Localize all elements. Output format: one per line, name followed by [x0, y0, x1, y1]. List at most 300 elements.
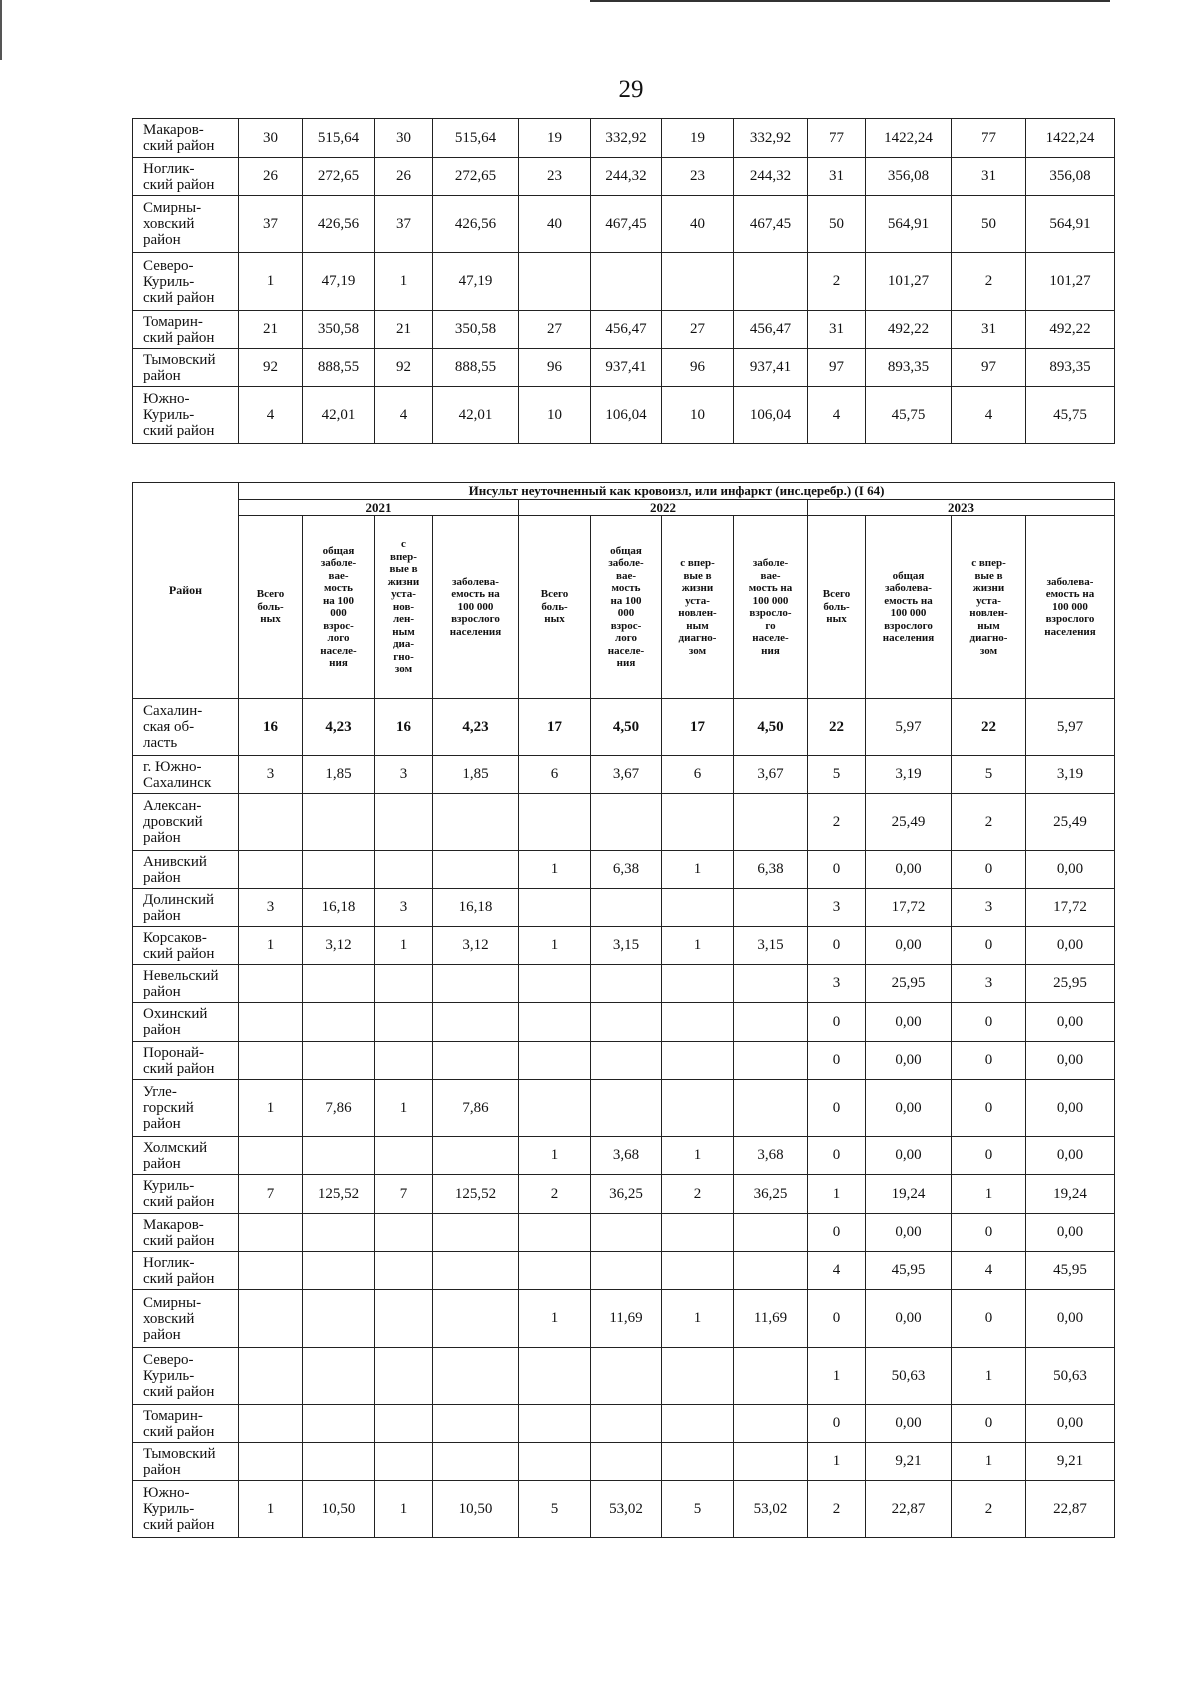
table-cell: 31 — [952, 158, 1026, 196]
table-cell: 0,00 — [866, 1042, 952, 1080]
table-cell — [375, 1443, 433, 1481]
table-row — [133, 1137, 1115, 1175]
raion-name-line: Тымовский — [143, 1445, 216, 1462]
column-header-line: вае- — [616, 569, 636, 582]
column-header-line: диагно- — [678, 632, 717, 644]
table-cell: 1 — [952, 1175, 1026, 1214]
table-cell: 4 — [808, 1252, 866, 1290]
table-cell: 3 — [808, 965, 866, 1003]
table-row — [133, 1252, 1115, 1290]
table-cell: 0,00 — [866, 1405, 952, 1443]
table-cell — [519, 1214, 591, 1252]
raion-name-line: Сахалинск — [143, 774, 212, 791]
column-header-line: с — [401, 538, 406, 551]
table-cell: 19,24 — [866, 1175, 952, 1214]
raion-name-line: Поронай- — [143, 1044, 205, 1061]
column-header — [1026, 516, 1115, 699]
table-cell — [591, 253, 662, 311]
table-cell — [519, 1042, 591, 1080]
column-header-line: лого — [615, 632, 637, 644]
table-cell: 332,92 — [734, 119, 808, 158]
table-cell: 42,01 — [433, 387, 519, 444]
raion-name-line: ский район — [143, 1232, 215, 1249]
table-cell: 1 — [375, 1481, 433, 1538]
table-cell: 1 — [239, 253, 303, 311]
table-cell: 92 — [239, 349, 303, 387]
table-cell: 1 — [375, 927, 433, 965]
column-header-line: вае- — [328, 569, 349, 582]
table-cell — [734, 1080, 808, 1137]
table-cell: 0,00 — [866, 1137, 952, 1175]
table-cell: 2 — [808, 794, 866, 851]
table-cell — [239, 1290, 303, 1348]
column-header-line: населения — [1044, 625, 1096, 638]
table-cell: 1 — [519, 851, 591, 889]
column-header-line: го — [765, 619, 776, 632]
table-cell: 2 — [808, 1481, 866, 1538]
table-cell: 31 — [808, 311, 866, 349]
column-header — [952, 516, 1026, 699]
row-raion-name — [133, 851, 239, 889]
table-cell — [662, 253, 734, 311]
table-cell: 37 — [239, 196, 303, 253]
table-row — [133, 1042, 1115, 1080]
table-cell: 426,56 — [303, 196, 375, 253]
table-cell: 3 — [239, 889, 303, 927]
table-cell — [433, 851, 519, 889]
table-cell: 47,19 — [433, 253, 519, 311]
row-raion-name — [133, 1252, 239, 1290]
column-header-line: взрос- — [323, 619, 354, 632]
table-cell: 2 — [808, 253, 866, 311]
raion-name-line: район — [143, 869, 181, 886]
table-cell: 16 — [375, 699, 433, 756]
raion-name-line: Сахалин- — [143, 703, 203, 719]
column-header-line: впер- — [390, 550, 417, 563]
column-header-line: Всего — [540, 588, 569, 601]
column-header-line: взрослого — [884, 619, 933, 632]
table-row — [133, 158, 1115, 196]
table-row — [133, 119, 1115, 158]
table-row — [133, 1080, 1115, 1137]
table-cell: 0 — [952, 851, 1026, 889]
column-header-line: уста- — [685, 594, 710, 607]
table-row — [133, 196, 1115, 253]
table-cell: 0 — [952, 1214, 1026, 1252]
table-cell: 11,69 — [734, 1290, 808, 1348]
column-header-line: вае- — [760, 569, 781, 582]
table-cell — [662, 794, 734, 851]
table-cell: 1 — [519, 1290, 591, 1348]
column-header-line: заболева- — [1046, 575, 1094, 588]
table-cell — [591, 1003, 662, 1042]
table-cell — [239, 1214, 303, 1252]
row-raion-name — [133, 349, 239, 387]
table-cell: 0 — [808, 1405, 866, 1443]
table-cell: 888,55 — [303, 349, 375, 387]
table-cell: 50,63 — [866, 1348, 952, 1405]
table-cell: 7,86 — [303, 1080, 375, 1137]
table-cell: 3,68 — [591, 1137, 662, 1175]
table-cell: 0 — [952, 1137, 1026, 1175]
table-cell — [519, 1405, 591, 1443]
table-row — [133, 1003, 1115, 1042]
table-cell: 4,50 — [734, 699, 808, 756]
table-cell: 50 — [808, 196, 866, 253]
raion-name-line: Южно- — [143, 1485, 190, 1501]
table-cell: 564,91 — [866, 196, 952, 253]
header-year-2021: 2021 — [239, 500, 519, 516]
column-header — [303, 516, 375, 699]
table-cell: 2 — [952, 794, 1026, 851]
column-header-line: мость — [324, 582, 353, 594]
table-cell: 0 — [952, 1405, 1026, 1443]
table-cell: 5,97 — [866, 699, 952, 756]
column-header-line: 000 — [330, 607, 347, 619]
table-cell — [591, 1042, 662, 1080]
table-cell: 4 — [952, 387, 1026, 444]
table-cell: 17 — [662, 699, 734, 756]
table-cell — [239, 1003, 303, 1042]
table-cell: 106,04 — [734, 387, 808, 444]
table-cell: 40 — [519, 196, 591, 253]
table-row — [133, 387, 1115, 444]
column-header-line: заболева- — [452, 575, 499, 588]
row-raion-name — [133, 253, 239, 311]
table-cell — [239, 794, 303, 851]
row-raion-name — [133, 794, 239, 851]
table-cell — [303, 1137, 375, 1175]
column-header-line: 100 000 — [1052, 600, 1088, 613]
column-header-line: нов- — [392, 600, 415, 613]
table-cell: 25,95 — [1026, 965, 1115, 1003]
table-cell — [239, 851, 303, 889]
column-header-line: ния — [761, 644, 780, 657]
table-cell — [239, 1443, 303, 1481]
column-header — [239, 516, 303, 699]
column-header-line: 000 — [617, 607, 635, 619]
table-cell — [591, 1405, 662, 1443]
table-cell: 2 — [662, 1175, 734, 1214]
row-raion-name — [133, 158, 239, 196]
column-header — [433, 516, 519, 699]
table-cell — [239, 965, 303, 1003]
table-cell — [591, 794, 662, 851]
column-header-line: взросло- — [749, 607, 792, 619]
table-cell: 1 — [662, 927, 734, 965]
table-cell — [375, 1214, 433, 1252]
table-row — [133, 1175, 1115, 1214]
table-row — [133, 965, 1115, 1003]
table-cell: 0,00 — [1026, 1080, 1115, 1137]
column-header-line: уста- — [976, 594, 1001, 607]
table-cell — [375, 1348, 433, 1405]
table-cell — [662, 1080, 734, 1137]
table-cell: 0 — [952, 927, 1026, 965]
table-cell: 40 — [662, 196, 734, 253]
table-cell: 3 — [375, 889, 433, 927]
table-cell: 0,00 — [866, 1080, 952, 1137]
table-cell: 3 — [952, 965, 1026, 1003]
table-cell: 6,38 — [591, 851, 662, 889]
header-raion: Район — [133, 483, 239, 699]
table-cell — [303, 851, 375, 889]
table-cell: 16 — [239, 699, 303, 756]
table-cell — [239, 1348, 303, 1405]
table-cell: 0 — [952, 1080, 1026, 1137]
left-scan-edge — [0, 0, 2, 60]
table-cell: 350,58 — [433, 311, 519, 349]
column-header-line: жизни — [387, 575, 420, 588]
table-cell — [519, 965, 591, 1003]
raion-name-line: район — [143, 983, 181, 1000]
column-header-line: взрос- — [610, 619, 642, 632]
column-header-line: Всего — [822, 588, 851, 601]
table-cell: 426,56 — [433, 196, 519, 253]
table-cell: 3,12 — [433, 927, 519, 965]
raion-name-line: Куриль- — [143, 407, 195, 423]
page-number: 29 — [618, 76, 644, 103]
table-cell: 22 — [952, 699, 1026, 756]
table-row — [133, 756, 1115, 794]
table-cell: 332,92 — [591, 119, 662, 158]
table-cell: 45,95 — [866, 1252, 952, 1290]
table-cell: 17,72 — [1026, 889, 1115, 927]
table-cell — [433, 1443, 519, 1481]
row-raion-name — [133, 387, 239, 444]
table-cell — [375, 794, 433, 851]
table-row — [133, 1481, 1115, 1538]
row-raion-name — [133, 1003, 239, 1042]
raion-name-line: ская об- — [143, 719, 195, 735]
column-header-line: 100 000 — [457, 600, 494, 613]
table-cell: 96 — [519, 349, 591, 387]
column-header-line: Всего — [256, 588, 285, 601]
column-header-line: боль- — [541, 600, 568, 613]
column-header-line: населе- — [752, 632, 789, 644]
table-cell — [303, 794, 375, 851]
table-cell — [734, 889, 808, 927]
table-cell: 893,35 — [1026, 349, 1115, 387]
column-header-line: 100 000 — [752, 594, 789, 607]
table-cell: 937,41 — [734, 349, 808, 387]
raion-name-line: Ноглик- — [143, 1254, 195, 1271]
table-cell: 4 — [808, 387, 866, 444]
table-cell: 2 — [952, 253, 1026, 311]
table-row — [133, 889, 1115, 927]
table-cell: 7,86 — [433, 1080, 519, 1137]
column-header-line: лого — [327, 632, 350, 644]
table-cell — [734, 1042, 808, 1080]
table-cell: 1 — [662, 1290, 734, 1348]
column-header-line: вые в — [389, 563, 418, 576]
table-cell: 22,87 — [1026, 1481, 1115, 1538]
table-cell: 0,00 — [1026, 1137, 1115, 1175]
table-cell — [662, 1348, 734, 1405]
table-cell: 25,49 — [866, 794, 952, 851]
row-raion-name — [133, 1214, 239, 1252]
table-cell: 19 — [519, 119, 591, 158]
table-row — [133, 851, 1115, 889]
table-cell: 0,00 — [1026, 1214, 1115, 1252]
table-cell: 7 — [239, 1175, 303, 1214]
table-cell: 0,00 — [866, 851, 952, 889]
table-cell: 1,85 — [303, 756, 375, 794]
table-cell: 23 — [662, 158, 734, 196]
raion-name-line: Северо- — [143, 1352, 194, 1368]
column-header — [866, 516, 952, 699]
column-header — [734, 516, 808, 699]
table-cell: 515,64 — [303, 119, 375, 158]
table-cell: 22 — [808, 699, 866, 756]
table-cell: 272,65 — [303, 158, 375, 196]
table-cell: 4,23 — [303, 699, 375, 756]
table-cell — [433, 965, 519, 1003]
table-cell — [734, 1348, 808, 1405]
table-cell: 1,85 — [433, 756, 519, 794]
table-cell — [433, 1042, 519, 1080]
table-cell: 19 — [662, 119, 734, 158]
table-cell: 27 — [662, 311, 734, 349]
column-header-line: мость — [611, 582, 641, 594]
raion-name-line: г. Южно- — [143, 758, 202, 775]
raion-name-line: Невельский — [143, 967, 219, 984]
table-cell — [662, 1252, 734, 1290]
table-cell: 0 — [952, 1003, 1026, 1042]
table-cell: 125,52 — [303, 1175, 375, 1214]
table-cell: 37 — [375, 196, 433, 253]
table-cell: 50,63 — [1026, 1348, 1115, 1405]
table-cell: 97 — [808, 349, 866, 387]
table-cell — [519, 253, 591, 311]
column-header-line: вые в — [974, 569, 1003, 582]
header-year-2022: 2022 — [519, 500, 808, 516]
raion-name-line: Корсаков- — [143, 929, 207, 946]
table-cell — [433, 1003, 519, 1042]
table-cell — [303, 1405, 375, 1443]
column-header-line: взрослого — [1045, 613, 1095, 626]
raion-name-line: ласть — [143, 735, 178, 751]
table-cell: 1 — [519, 927, 591, 965]
table-cell — [433, 1348, 519, 1405]
table-cell: 53,02 — [734, 1481, 808, 1538]
table-cell — [519, 1252, 591, 1290]
raion-name-line: ский район — [143, 1060, 215, 1077]
row-raion-name — [133, 1443, 239, 1481]
column-header-line: заболе- — [320, 557, 357, 569]
table-cell: 4 — [952, 1252, 1026, 1290]
table-row — [133, 794, 1115, 851]
raion-name-line: Куриль- — [143, 273, 195, 290]
table-cell: 272,65 — [433, 158, 519, 196]
table-cell: 0 — [952, 1042, 1026, 1080]
table-cell — [239, 1252, 303, 1290]
table-cell: 45,95 — [1026, 1252, 1115, 1290]
table-cell: 1 — [239, 927, 303, 965]
table-stroke-i64 — [132, 482, 1115, 1538]
column-header-line: на 100 — [610, 594, 642, 607]
table-cell: 244,32 — [734, 158, 808, 196]
table-cell: 1 — [375, 253, 433, 311]
table-row — [133, 927, 1115, 965]
table-cell: 97 — [952, 349, 1026, 387]
table-cell: 53,02 — [591, 1481, 662, 1538]
table-cell: 31 — [808, 158, 866, 196]
table-cell — [375, 1405, 433, 1443]
header-year-2023: 2023 — [808, 500, 1115, 516]
table-cell: 0,00 — [1026, 1405, 1115, 1443]
table-cell: 11,69 — [591, 1290, 662, 1348]
table-cell: 5 — [808, 756, 866, 794]
column-header-line: лен- — [392, 613, 415, 626]
row-raion-name — [133, 119, 239, 158]
table-cell — [433, 1137, 519, 1175]
raion-name-line: дровский — [143, 814, 203, 830]
column-header-line: общая — [610, 544, 642, 557]
table-cell: 30 — [375, 119, 433, 158]
table-cell: 0,00 — [866, 927, 952, 965]
table-cell: 564,91 — [1026, 196, 1115, 253]
raion-name-line: Северо- — [143, 257, 194, 274]
table-cell — [375, 1003, 433, 1042]
table-cell — [303, 1042, 375, 1080]
table-cell: 1 — [662, 851, 734, 889]
column-header-line: ным — [977, 619, 1000, 632]
table-row — [133, 699, 1115, 756]
column-header-line: заболе- — [608, 557, 644, 569]
table-cell — [303, 1290, 375, 1348]
table-cell — [433, 1405, 519, 1443]
raion-name-line: Алексан- — [143, 798, 202, 814]
table-cell — [239, 1042, 303, 1080]
table-cell — [662, 1214, 734, 1252]
column-header-line: ным — [392, 625, 415, 638]
table-row — [133, 1443, 1115, 1481]
table-cell: 0,00 — [866, 1003, 952, 1042]
table-cell: 1 — [239, 1080, 303, 1137]
column-header — [375, 516, 433, 699]
row-raion-name — [133, 1405, 239, 1443]
table-cell: 17 — [519, 699, 591, 756]
table-cell — [519, 1348, 591, 1405]
table-cell: 3 — [808, 889, 866, 927]
raion-name-line: горский — [143, 1100, 194, 1116]
table-cell: 1 — [808, 1443, 866, 1481]
raion-name-line: Куриль- — [143, 1501, 195, 1517]
table-cell: 6 — [662, 756, 734, 794]
column-header-line: населения — [449, 625, 502, 638]
raion-name-line: ский район — [143, 289, 215, 306]
raion-name-line: район — [143, 1326, 181, 1343]
raion-name-line: район — [143, 1022, 181, 1038]
raion-name-line: Тымовский — [143, 351, 216, 368]
table-row — [133, 349, 1115, 387]
table-cell: 101,27 — [866, 253, 952, 311]
table-cell: 4 — [375, 387, 433, 444]
column-header-line: с впер- — [971, 557, 1006, 569]
table-cell — [375, 1137, 433, 1175]
table-cell: 492,22 — [1026, 311, 1115, 349]
table-cell: 16,18 — [303, 889, 375, 927]
column-header-line: зом — [979, 644, 998, 657]
table-cell: 2 — [519, 1175, 591, 1214]
table-cell — [433, 794, 519, 851]
table-cell: 19,24 — [1026, 1175, 1115, 1214]
raion-name-line: ховский — [143, 1310, 195, 1327]
column-header-line: диагно- — [969, 632, 1008, 644]
table-cell: 4,23 — [433, 699, 519, 756]
table-title: Инсульт неуточненный как кровоизл, или инфаркт (инс.церебр.) (I 64) — [239, 483, 1115, 500]
